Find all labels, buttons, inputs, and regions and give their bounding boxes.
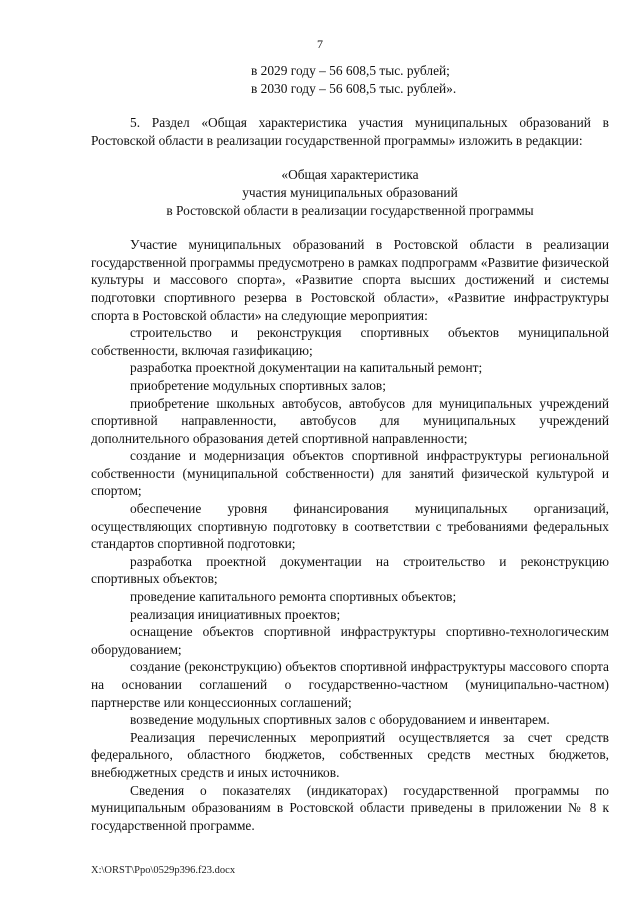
- intro-paragraph: Участие муниципальных образований в Ростовской области в реализации государственной программы предусмотрено в рамках подпрограмм «Развитие физической культуры и массового спорта», «Развитие спорта высших достижений и системы подготовки спортивного резерва в Ростовской области», «Развитие инфраструктуры спорта в Ростовской области» на следующие мероприятия:: [91, 237, 609, 323]
- measure-item: реализация инициативных проектов;: [130, 606, 341, 622]
- measure-item: строительство и реконструкция спортивных объектов муниципальной собственности, включая газификацию;: [91, 325, 609, 358]
- measure-item: разработка проектной документации на строительство и реконструкцию спортивных объектов;: [91, 553, 609, 587]
- heading-line-2: участия муниципальных образований: [242, 184, 458, 200]
- indicators-paragraph: Сведения о показателях (индикаторах) государственной программы по муниципальным образованиям в Ростовской области приведены в приложении № 8 к государственной программе.: [91, 782, 609, 833]
- file-path-footer: X:\ORST\Ppo\0529p396.f23.docx: [91, 865, 236, 876]
- measure-item: приобретение модульных спортивных залов;: [130, 377, 386, 393]
- document-body: [91, 62, 609, 834]
- section-intro: 5. Раздел «Общая характеристика участия муниципальных образований в Ростовской области в реализации государственной программы» изложить в редакции:: [91, 115, 609, 148]
- page-number: 7: [317, 37, 323, 51]
- heading-line-3: в Ростовской области в реализации государственной программы: [166, 202, 534, 218]
- measure-item: оснащение объектов спортивной инфраструктуры спортивно-технологическим оборудованием;: [91, 624, 609, 657]
- measure-item: создание (реконструкцию) объектов спортивной инфраструктуры массового спорта на основании соглашений о государственно-частном (муниципально-частном) партнерстве или концессионных соглашений;: [91, 659, 609, 710]
- measure-item: приобретение школьных автобусов, автобусов для муниципальных учреждений спортивной направленности, автобусов для муниципальных учреждений дополнительного образования детей спортивной направленности;: [91, 395, 609, 446]
- heading-line-1: «Общая характеристика: [281, 167, 419, 183]
- measure-item: проведение капитального ремонта спортивных объектов;: [130, 589, 457, 605]
- measure-item: возведение модульных спортивных залов с оборудованием и инвентарем.: [130, 712, 550, 728]
- funding-line-2029: в 2029 году – 56 608,5 тыс. рублей;: [251, 63, 450, 78]
- funding-paragraph: Реализация перечисленных мероприятий осуществляется за счет средств федерального, областного бюджетов, собственных средств местных бюджетов, внебюджетных средств и иных источников.: [91, 729, 609, 780]
- measure-item: разработка проектной документации на капитальный ремонт;: [130, 360, 483, 376]
- funding-line-2030: в 2030 году – 56 608,5 тыс. рублей».: [251, 80, 457, 96]
- measure-item: создание и модернизация объектов спортивной инфраструктуры региональной собственности (муниципальной собственности) для занятий физической культурой и спортом;: [91, 448, 609, 499]
- measure-item: обеспечение уровня финансирования муниципальных организаций, осуществляющих спортивную подготовку в соответствии с требованиями федеральных стандартов спортивной подготовки;: [91, 501, 609, 552]
